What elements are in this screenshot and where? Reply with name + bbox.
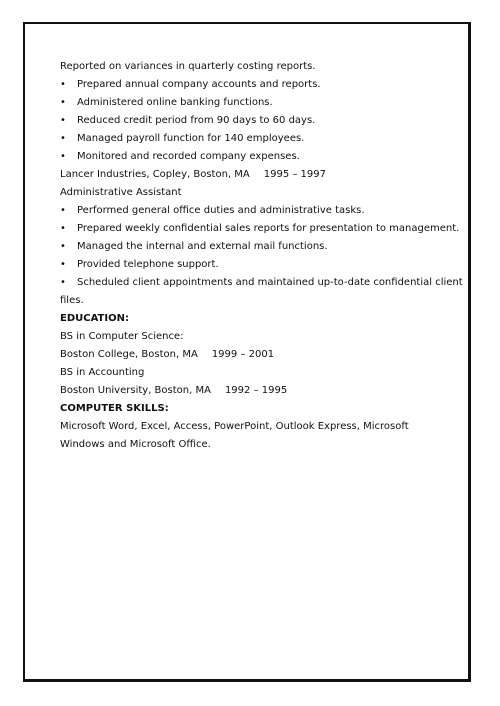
variance-line: Reported on variances in quarterly costing reports. <box>60 61 316 72</box>
bullet-icon: • <box>60 79 66 90</box>
school-1-dates: 1999 – 2001 <box>211 349 275 360</box>
degree-2: BS in Accounting <box>60 367 145 378</box>
list-item <box>60 220 460 238</box>
list-item <box>60 94 445 112</box>
school-2: Boston University, Boston, MA <box>60 385 211 396</box>
list-item-text: Managed payroll function for 140 employees. <box>77 133 305 144</box>
bullet-icon: • <box>60 97 66 108</box>
school-1-line <box>60 346 445 364</box>
skills-text: Microsoft Word, Excel, Access, PowerPoint, Outlook Express, Microsoft Windows and Microsoft Office. <box>60 421 409 450</box>
list-item <box>60 256 445 274</box>
job-title: Administrative Assistant <box>60 187 182 198</box>
list-item-text: Managed the internal and external mail functions. <box>77 241 328 252</box>
list-item-text: Prepared annual company accounts and reports. <box>77 79 321 90</box>
bullet-icon: • <box>60 151 66 162</box>
list-item-text: Performed general office duties and administrative tasks. <box>77 205 365 216</box>
accounting-bullets <box>60 76 445 166</box>
list-item <box>60 130 445 148</box>
school-2-line <box>60 382 445 400</box>
school-1: Boston College, Boston, MA <box>60 349 198 360</box>
list-item <box>60 238 445 256</box>
list-item <box>60 148 445 166</box>
job-bullets <box>60 202 463 292</box>
bullet-icon: • <box>60 115 66 126</box>
skills-heading: COMPUTER SKILLS: <box>60 403 169 414</box>
degree-1: BS in Computer Science: <box>60 331 184 342</box>
list-item-text: Scheduled client appointments and maintained up-to-date confidential client <box>77 277 463 288</box>
list-item <box>60 202 445 220</box>
bullet-icon: • <box>60 277 66 288</box>
bullet-icon: • <box>60 241 66 252</box>
resume-content <box>60 58 463 454</box>
list-item-text: Prepared weekly confidential sales reports for presentation to management. <box>77 223 460 234</box>
bullet-icon: • <box>60 205 66 216</box>
list-item <box>60 274 463 292</box>
list-item-text: Monitored and recorded company expenses. <box>77 151 300 162</box>
bullet-icon: • <box>60 259 66 270</box>
bullet-icon: • <box>60 223 66 234</box>
bullet-icon: • <box>60 133 66 144</box>
list-item-text: Administered online banking functions. <box>77 97 273 108</box>
job-employer: Lancer Industries, Copley, Boston, MA <box>60 169 250 180</box>
education-heading: EDUCATION: <box>60 313 129 324</box>
list-item-text: Reduced credit period from 90 days to 60 days. <box>77 115 316 126</box>
school-2-dates: 1992 – 1995 <box>224 385 288 396</box>
job-dates: 1995 – 1997 <box>263 169 327 180</box>
list-item-continuation: files. <box>60 295 84 306</box>
list-item <box>60 112 445 130</box>
list-item <box>60 76 445 94</box>
list-item-text: Provided telephone support. <box>77 259 219 270</box>
job-employer-line <box>60 166 445 184</box>
